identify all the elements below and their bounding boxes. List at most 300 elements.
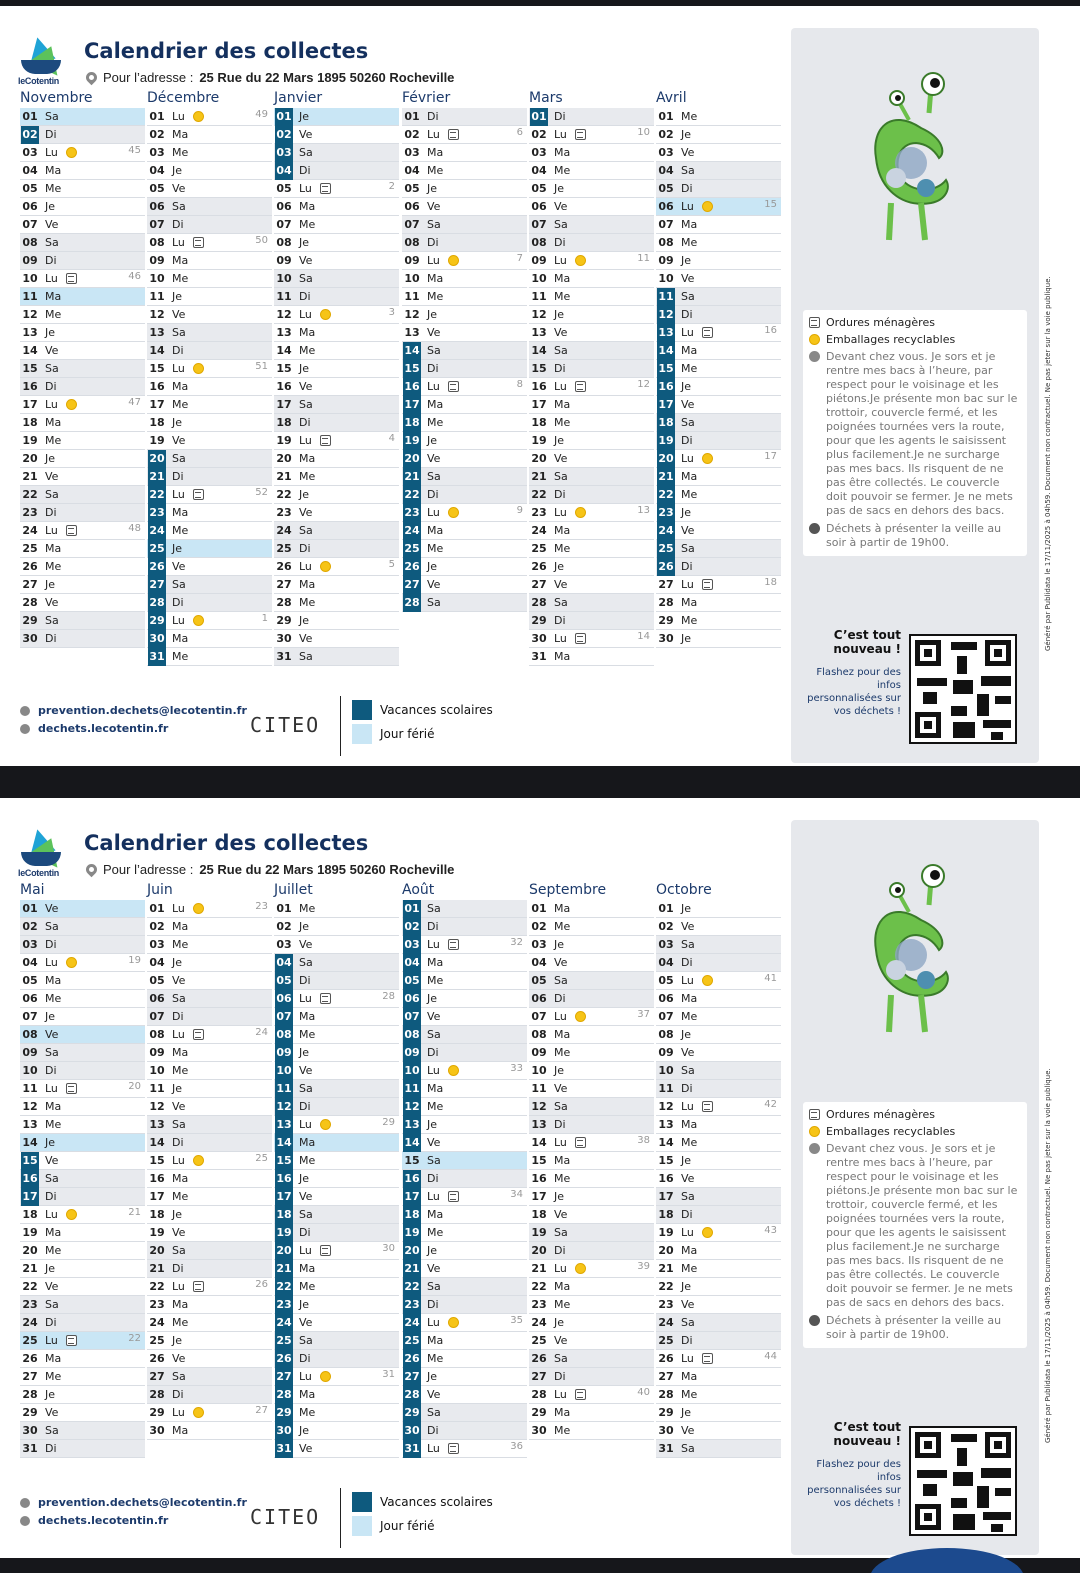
recycling-icon: [193, 363, 204, 374]
day-name: Me: [427, 290, 444, 303]
day-name: Di: [681, 560, 693, 573]
day-number: 30: [531, 1423, 547, 1437]
day-row: [656, 558, 781, 576]
day-name: Je: [681, 1280, 692, 1293]
day-row: [147, 450, 272, 468]
day-name: Ma: [681, 992, 698, 1005]
day-row: [402, 576, 527, 594]
day-name: Sa: [45, 110, 59, 123]
day-name: Ma: [554, 1154, 571, 1167]
day-number: 24: [275, 1314, 293, 1332]
day-name: Di: [45, 1064, 57, 1077]
day-number: 21: [657, 468, 675, 486]
day-number: 20: [403, 450, 421, 468]
week-number: 23: [255, 901, 268, 912]
day-number: 02: [275, 126, 293, 144]
day-name: Lu: [681, 578, 694, 591]
day-name: Lu: [45, 524, 58, 537]
day-name: Di: [299, 1352, 311, 1365]
location-icon: [809, 1143, 820, 1154]
day-row: [529, 378, 654, 396]
day-name: Je: [681, 1154, 692, 1167]
day-number: 05: [531, 181, 547, 195]
day-name: Lu: [172, 902, 185, 915]
day-row: [656, 306, 781, 324]
day-number: 27: [22, 577, 38, 591]
footer-divider: [340, 1488, 341, 1548]
day-number: 26: [403, 1350, 421, 1368]
day-number: 11: [403, 1080, 421, 1098]
day-row: [20, 1080, 145, 1098]
day-row: [656, 1368, 781, 1386]
day-number: 04: [22, 163, 38, 177]
recycling-icon: [320, 1371, 331, 1382]
day-name: Ve: [45, 344, 59, 357]
day-row: [20, 612, 145, 630]
trash-bin-icon: [193, 489, 204, 500]
day-row: [274, 1062, 399, 1080]
day-row: [274, 396, 399, 414]
day-row: [402, 234, 527, 252]
recycling-icon: [575, 1011, 586, 1022]
day-row: [529, 900, 654, 918]
day-name: Me: [427, 1352, 444, 1365]
day-name: Ma: [45, 542, 62, 555]
day-number: 16: [403, 1170, 421, 1188]
day-number: 05: [149, 973, 165, 987]
ferie-label: Jour férié: [380, 1519, 435, 1533]
day-name: Sa: [45, 614, 59, 627]
day-number: 19: [531, 433, 547, 447]
day-row: [402, 1296, 527, 1314]
day-name: Ma: [45, 1352, 62, 1365]
day-number: 27: [276, 577, 292, 591]
day-row: [402, 198, 527, 216]
day-number: 14: [22, 1135, 38, 1149]
day-row: [274, 360, 399, 378]
day-row: [656, 1350, 781, 1368]
day-row: [656, 972, 781, 990]
contact-website[interactable]: dechets.lecotentin.fr: [38, 722, 169, 735]
day-number: 21: [22, 469, 38, 483]
day-row: [529, 396, 654, 414]
day-row: [274, 648, 399, 666]
day-number: 19: [276, 433, 292, 447]
day-name: Ma: [45, 1226, 62, 1239]
day-name: Ma: [427, 1208, 444, 1221]
day-row: [20, 234, 145, 252]
day-name: Di: [427, 1424, 439, 1437]
day-row: [147, 234, 272, 252]
day-row: [274, 1008, 399, 1026]
day-row: [274, 1098, 399, 1116]
recycling-icon: [193, 903, 204, 914]
qr-title: C’est tout nouveau !: [833, 628, 901, 656]
day-row: [20, 378, 145, 396]
day-name: Me: [45, 1244, 62, 1257]
day-number: 01: [531, 901, 547, 915]
legend-om: [809, 316, 1021, 329]
day-number: 09: [404, 253, 420, 267]
day-number: 03: [149, 145, 165, 159]
day-row: [402, 1080, 527, 1098]
day-number: 18: [22, 1207, 38, 1221]
day-name: Je: [299, 1046, 310, 1059]
qr-text: Flashez pour des infos personnalisées sur vos déchets !: [807, 1459, 901, 1509]
recycling-icon: [448, 1317, 459, 1328]
day-row: [656, 108, 781, 126]
day-number: 22: [275, 1278, 293, 1296]
day-name: Ve: [427, 1010, 441, 1023]
day-row: [274, 1242, 399, 1260]
day-row: [20, 936, 145, 954]
recycling-icon: [320, 309, 331, 320]
day-number: 13: [276, 325, 292, 339]
day-name: Ma: [299, 326, 316, 339]
day-number: 08: [275, 1026, 293, 1044]
day-name: Je: [299, 1298, 310, 1311]
day-number: 31: [658, 1441, 674, 1455]
day-name: Me: [554, 164, 571, 177]
day-number: 22: [22, 487, 38, 501]
day-row: [402, 504, 527, 522]
day-row: [147, 1044, 272, 1062]
day-name: Lu: [45, 272, 58, 285]
month-column: [20, 882, 145, 1458]
day-row: [402, 180, 527, 198]
day-number: 16: [531, 1171, 547, 1185]
day-name: Ma: [427, 956, 444, 969]
day-name: Je: [427, 1118, 438, 1131]
day-name: Ve: [554, 956, 568, 969]
day-number: 20: [275, 1242, 293, 1260]
week-number: 18: [764, 577, 777, 588]
day-row: [402, 144, 527, 162]
day-row: [529, 1296, 654, 1314]
day-name: Ma: [554, 1028, 571, 1041]
day-number: 10: [403, 1062, 421, 1080]
day-number: 08: [404, 235, 420, 249]
day-number: 14: [657, 342, 675, 360]
day-row: [147, 1116, 272, 1134]
day-number: 28: [531, 595, 547, 609]
day-number: 20: [658, 1243, 674, 1257]
logo-text: leCotentin: [18, 868, 59, 878]
day-number: 03: [22, 937, 38, 951]
recycling-icon: [448, 255, 459, 266]
day-row: [402, 1098, 527, 1116]
day-name: Je: [554, 182, 565, 195]
day-number: 10: [531, 1063, 547, 1077]
day-name: Sa: [45, 236, 59, 249]
contact-website[interactable]: dechets.lecotentin.fr: [38, 1514, 169, 1527]
day-row: [20, 270, 145, 288]
day-number: 12: [658, 1099, 674, 1113]
day-name: Sa: [681, 1064, 695, 1077]
day-row: [656, 1152, 781, 1170]
day-row: [147, 522, 272, 540]
day-row: [656, 1242, 781, 1260]
week-number: 25: [255, 1153, 268, 1164]
day-row: [20, 1332, 145, 1350]
day-number: 22: [531, 1279, 547, 1293]
day-number: 20: [22, 1243, 38, 1257]
day-name: Ve: [299, 632, 313, 645]
day-name: Di: [172, 1136, 184, 1149]
day-name: Ve: [172, 182, 186, 195]
day-name: Di: [554, 362, 566, 375]
day-number: 15: [149, 361, 165, 375]
instructions-note: [809, 350, 1021, 518]
month-name: Novembre: [20, 90, 93, 106]
day-name: Sa: [427, 218, 441, 231]
week-number: 12: [637, 379, 650, 390]
day-row: [656, 180, 781, 198]
day-name: Sa: [45, 920, 59, 933]
day-row: [20, 360, 145, 378]
day-name: Ve: [45, 1028, 59, 1041]
recycling-icon: [193, 1155, 204, 1166]
day-row: [20, 1206, 145, 1224]
day-name: Lu: [172, 488, 185, 501]
day-number: 11: [531, 1081, 547, 1095]
day-number: 06: [658, 199, 674, 213]
day-row: [402, 1314, 527, 1332]
day-number: 15: [149, 1153, 165, 1167]
qr-code[interactable]: [909, 634, 1017, 744]
day-row: [402, 1404, 527, 1422]
week-number: 22: [128, 1333, 141, 1344]
day-row: [274, 1440, 399, 1458]
day-row: [402, 558, 527, 576]
day-name: Ma: [554, 1406, 571, 1419]
day-number: 20: [148, 450, 166, 468]
day-number: 26: [658, 1351, 674, 1365]
day-number: 11: [531, 289, 547, 303]
day-number: 08: [658, 1027, 674, 1041]
day-row: [402, 972, 527, 990]
day-number: 13: [531, 1117, 547, 1131]
day-row: [147, 486, 272, 504]
week-number: 52: [255, 487, 268, 498]
week-number: 19: [128, 955, 141, 966]
day-number: 20: [22, 451, 38, 465]
day-row: [402, 540, 527, 558]
day-number: 28: [148, 594, 166, 612]
day-name: Sa: [427, 596, 441, 609]
day-row: [147, 576, 272, 594]
day-number: 12: [657, 306, 675, 324]
day-row: [656, 1224, 781, 1242]
day-row: [147, 1188, 272, 1206]
day-row: [402, 1440, 527, 1458]
day-name: Sa: [554, 1352, 568, 1365]
day-name: Ve: [427, 452, 441, 465]
day-row: [274, 1026, 399, 1044]
day-number: 10: [404, 271, 420, 285]
day-number: 20: [657, 450, 675, 468]
trash-bin-icon: [66, 273, 77, 284]
day-row: [274, 1080, 399, 1098]
day-name: Ve: [681, 398, 695, 411]
day-number: 25: [403, 540, 421, 558]
day-row: [147, 1296, 272, 1314]
day-row: [20, 900, 145, 918]
day-number: 14: [276, 343, 292, 357]
day-number: 04: [149, 955, 165, 969]
day-name: Lu: [681, 974, 694, 987]
day-name: Je: [554, 1190, 565, 1203]
day-row: [147, 1008, 272, 1026]
day-number: 14: [531, 1135, 547, 1149]
trash-bin-icon: [448, 381, 459, 392]
day-row: [147, 432, 272, 450]
day-name: Sa: [681, 164, 695, 177]
day-row: [656, 1296, 781, 1314]
day-number: 10: [149, 1063, 165, 1077]
day-number: 06: [403, 990, 421, 1008]
day-row: [529, 990, 654, 1008]
day-name: Lu: [427, 1190, 440, 1203]
day-row: [529, 1134, 654, 1152]
day-name: Di: [299, 416, 311, 429]
day-name: Ma: [172, 506, 189, 519]
day-name: Sa: [681, 416, 695, 429]
day-row: [20, 1314, 145, 1332]
day-number: 09: [149, 253, 165, 267]
day-number: 07: [149, 1009, 165, 1023]
day-number: 13: [275, 1116, 293, 1134]
day-name: Di: [681, 1208, 693, 1221]
week-number: 21: [128, 1207, 141, 1218]
publidata-notice: Généré par Publidata le 17/11/2025 à 04h59. Document non contractuel. Ne pas jeter sur la voie publique.: [1044, 1068, 1052, 1443]
day-row: [20, 108, 145, 126]
day-name: Lu: [554, 1136, 567, 1149]
day-number: 25: [276, 541, 292, 555]
day-number: 19: [657, 432, 675, 450]
day-row: [147, 594, 272, 612]
day-name: Je: [681, 632, 692, 645]
day-number: 15: [531, 1153, 547, 1167]
day-row: [274, 1116, 399, 1134]
day-name: Sa: [172, 578, 186, 591]
day-name: Ve: [554, 452, 568, 465]
legend-rec-label: Emballages recyclables: [826, 333, 956, 346]
trash-bin-icon: [193, 1281, 204, 1292]
day-name: Sa: [299, 146, 313, 159]
contact-email[interactable]: prevention.dechets@lecotentin.fr: [38, 704, 247, 717]
week-number: 50: [255, 235, 268, 246]
day-row: [402, 1332, 527, 1350]
day-row: [402, 1116, 527, 1134]
day-row: [274, 504, 399, 522]
day-name: Ma: [554, 398, 571, 411]
day-number: 05: [404, 181, 420, 195]
day-name: Je: [427, 1244, 438, 1257]
day-row: [529, 558, 654, 576]
day-row: [402, 216, 527, 234]
day-row: [274, 990, 399, 1008]
qr-code[interactable]: [909, 1426, 1017, 1536]
week-number: 28: [382, 991, 395, 1002]
trash-bin-icon: [702, 327, 713, 338]
day-row: [147, 936, 272, 954]
day-name: Me: [172, 650, 189, 663]
day-name: Lu: [681, 326, 694, 339]
day-name: Lu: [427, 1064, 440, 1077]
day-row: [656, 576, 781, 594]
day-number: 17: [403, 1188, 421, 1206]
day-name: Di: [681, 1082, 693, 1095]
day-name: Sa: [299, 1082, 313, 1095]
day-number: 19: [149, 1225, 165, 1239]
day-number: 06: [149, 991, 165, 1005]
day-name: Ve: [172, 560, 186, 573]
day-name: Ma: [172, 1172, 189, 1185]
day-row: [274, 1260, 399, 1278]
day-row: [529, 234, 654, 252]
day-row: [20, 1386, 145, 1404]
web-icon: [20, 724, 30, 734]
contact-email[interactable]: prevention.dechets@lecotentin.fr: [38, 1496, 247, 1509]
day-name: Je: [45, 326, 56, 339]
recycling-icon: [702, 453, 713, 464]
day-row: [402, 1008, 527, 1026]
week-number: 2: [388, 181, 395, 192]
day-row: [402, 1350, 527, 1368]
day-number: 17: [149, 397, 165, 411]
day-row: [529, 594, 654, 612]
day-number: 04: [531, 163, 547, 177]
day-number: 06: [22, 991, 38, 1005]
day-number: 23: [22, 1297, 38, 1311]
day-name: Sa: [299, 956, 313, 969]
day-number: 23: [275, 1296, 293, 1314]
day-row: [147, 252, 272, 270]
info-sidebar: [791, 820, 1039, 1555]
day-number: 24: [531, 523, 547, 537]
day-name: Lu: [299, 308, 312, 321]
day-number: 27: [658, 577, 674, 591]
day-row: [656, 144, 781, 162]
day-row: [274, 972, 399, 990]
day-name: Me: [427, 164, 444, 177]
day-number: 11: [149, 1081, 165, 1095]
day-number: 26: [148, 558, 166, 576]
day-number: 25: [403, 1332, 421, 1350]
day-row: [147, 108, 272, 126]
day-number: 23: [531, 505, 547, 519]
recycling-icon: [193, 111, 204, 122]
day-name: Me: [299, 1280, 316, 1293]
instructions-text: Devant chez vous. Je sors et je rentre mes bacs à l’heure, par respect pour le voisinage et les piétons.Je présente mon bac sur le trottoir, couvercle fermé, et les poignées tournées vers la route, pour que les agents le saisissent plus facilement.Je ne surcharge pas mes bacs. Ils risquent de ne pas être collectés. Le couvercle doit pouvoir se fermer. Je ne mets pas de sacs en dehors des bacs.: [826, 1142, 1018, 1309]
day-number: 17: [149, 1189, 165, 1203]
month-name: Mai: [20, 882, 45, 898]
day-name: Je: [45, 1388, 56, 1401]
day-row: [274, 450, 399, 468]
day-name: Me: [172, 1064, 189, 1077]
day-row: [656, 126, 781, 144]
day-number: 25: [275, 1332, 293, 1350]
day-name: Ve: [172, 974, 186, 987]
day-name: Sa: [554, 974, 568, 987]
day-name: Sa: [681, 290, 695, 303]
day-name: Je: [45, 578, 56, 591]
day-row: [402, 108, 527, 126]
day-name: Me: [554, 416, 571, 429]
recycling-icon: [320, 561, 331, 572]
day-number: 28: [658, 1387, 674, 1401]
